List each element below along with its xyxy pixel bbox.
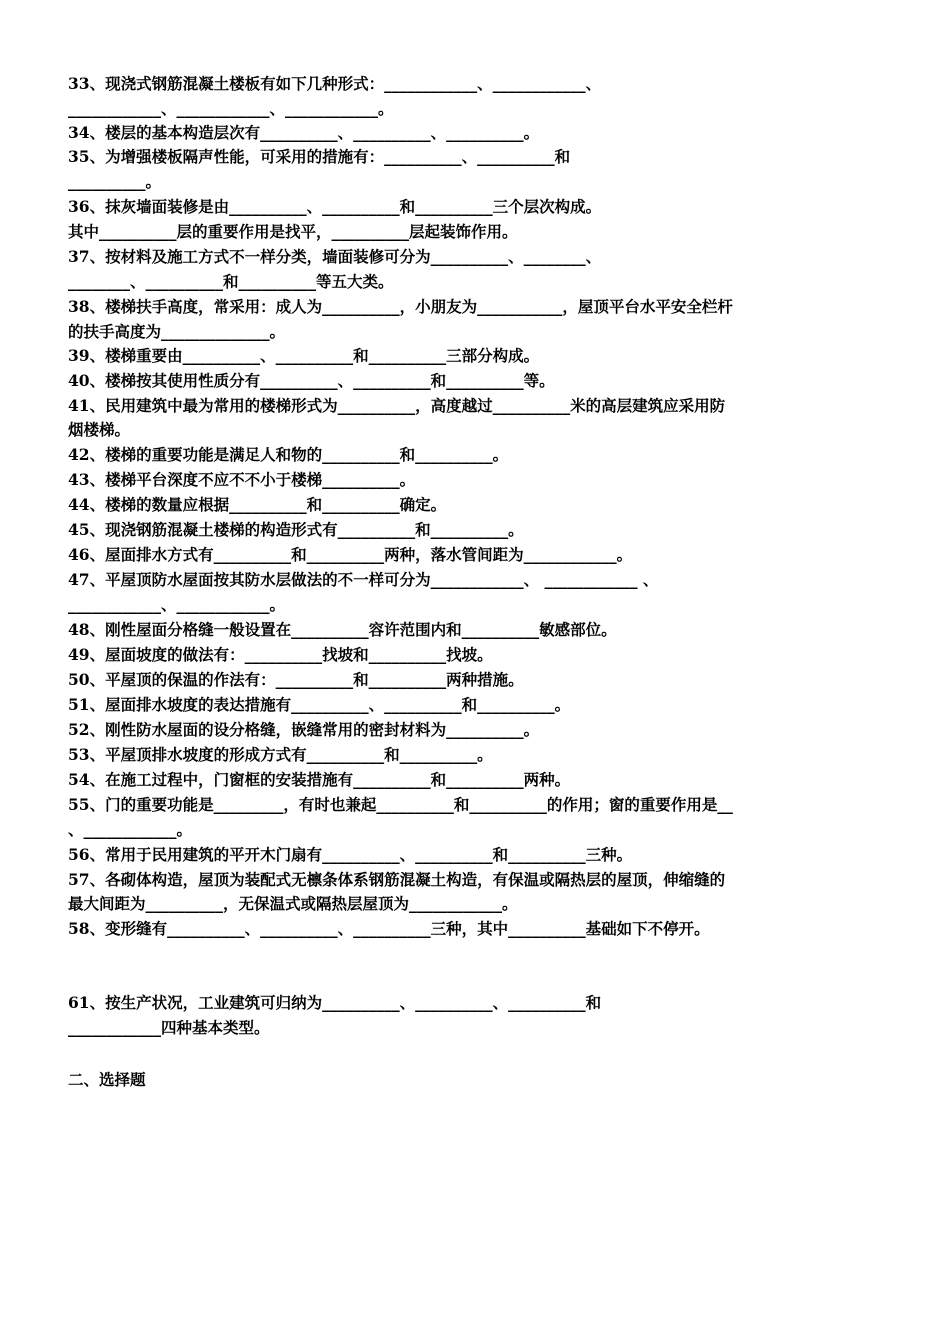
line-text: 47、平屋顶防水屋面按其防水层做法的不一样可分为____________、 ____________ 、: [68, 570, 659, 589]
line-text: 的扶手高度为______________。: [68, 322, 286, 341]
line-text: 39、楼梯重要由__________、__________和__________三部分构成。: [68, 346, 540, 365]
question-43: [68, 468, 888, 492]
question-52: [68, 718, 888, 742]
question-35-line-2: [68, 170, 888, 194]
question-47-line-1: [68, 568, 888, 592]
line-text: 52、刚性防水屋面的设分格缝，嵌缝常用的密封材料为__________。: [68, 720, 540, 739]
question-40: [68, 369, 888, 393]
question-36-line-2: [68, 220, 888, 244]
line-text: 42、楼梯的重要功能是满足人和物的__________和__________。: [68, 445, 509, 464]
question-38-line-1: [68, 295, 888, 319]
line-text: ________、__________和__________等五大类。: [68, 272, 394, 291]
question-61-line-2: [68, 1016, 888, 1040]
line-text: 38、楼梯扶手高度，常采用：成人为__________，小朋友为___________，屋顶平台水平安全栏杆: [68, 297, 733, 316]
line-text: 61、按生产状况，工业建筑可归纳为__________、__________、__________和: [68, 993, 602, 1012]
line-text: 46、屋面排水方式有__________和__________两种，落水管间距为____________。: [68, 545, 633, 564]
question-47-line-2: [68, 593, 888, 617]
question-55-line-2: [68, 818, 888, 842]
question-41-line-2: [68, 418, 888, 442]
question-46: [68, 543, 888, 567]
question-50: [68, 668, 888, 692]
line-text: 其中__________层的重要作用是找平，__________层起装饰作用。: [68, 222, 518, 241]
line-text: 44、楼梯的数量应根据__________和__________确定。: [68, 495, 447, 514]
line-text: 36、抹灰墙面装修是由__________、__________和__________三个层次构成。: [68, 197, 602, 216]
line-text: 57、各砌体构造，屋顶为装配式无檩条体系钢筋混凝土构造，有保温或隔热层的屋顶，伸缩缝的: [68, 870, 726, 889]
question-53: [68, 743, 888, 767]
line-text: 33、现浇式钢筋混凝土楼板有如下几种形式：____________、____________、: [68, 74, 602, 93]
line-text: 53、平屋顶排水坡度的形成方式有__________和__________。: [68, 745, 493, 764]
question-55-line-1: [68, 793, 888, 817]
line-text: 、____________。: [68, 820, 193, 839]
question-34: [68, 121, 888, 145]
line-text: ____________、____________、____________。: [68, 99, 394, 118]
question-51: [68, 693, 888, 717]
line-text: 55、门的重要功能是_________，有时也兼起__________和__________的作用；窗的重要作用是__: [68, 795, 733, 814]
question-41-line-1: [68, 394, 888, 418]
line-text: 40、楼梯按其使用性质分有__________、__________和__________等。: [68, 371, 555, 390]
question-61-line-1: [68, 991, 888, 1015]
question-42: [68, 443, 888, 467]
line-text: 45、现浇钢筋混凝土楼梯的构造形式有__________和__________。: [68, 520, 524, 539]
question-45: [68, 518, 888, 542]
line-text: ____________、____________。: [68, 595, 286, 614]
line-text: ____________四种基本类型。: [68, 1018, 270, 1037]
question-44: [68, 493, 888, 517]
line-text: 35、为增强楼板隔声性能，可采用的措施有：__________、__________和: [68, 147, 571, 166]
question-49: [68, 643, 888, 667]
line-text: 37、按材料及施工方式不一样分类，墙面装修可分为__________、________、: [68, 247, 602, 266]
line-text: __________。: [68, 172, 162, 191]
line-text: 50、平屋顶的保温的作法有：__________和__________两种措施。: [68, 670, 524, 689]
question-57-line-1: [68, 868, 888, 892]
question-36-line-1: [68, 195, 888, 219]
question-39: [68, 344, 888, 368]
line-text: 41、民用建筑中最为常用的楼梯形式为__________，高度越过__________米的高层建筑应采用防: [68, 396, 726, 415]
question-48: [68, 618, 888, 642]
question-54: [68, 768, 888, 792]
line-text: 49、屋面坡度的做法有：__________找坡和__________找坡。: [68, 645, 493, 664]
question-57-line-2: [68, 892, 888, 916]
line-text: 烟楼梯。: [68, 420, 131, 439]
section-heading: 二、选择题: [68, 1070, 146, 1089]
line-text: 43、楼梯平台深度不应不不小于楼梯__________。: [68, 470, 416, 489]
line-text: 最大间距为__________，无保温式或隔热层屋顶为____________。: [68, 894, 518, 913]
line-text: 34、楼层的基本构造层次有__________、__________、__________。: [68, 123, 540, 142]
question-38-line-2: [68, 320, 888, 344]
question-58: [68, 917, 888, 941]
line-text: 48、刚性屋面分格缝一般设置在__________容许范围内和__________敏感部位。: [68, 620, 617, 639]
question-37-line-1: [68, 245, 888, 269]
line-text: 54、在施工过程中，门窗框的安装措施有__________和__________两种。: [68, 770, 571, 789]
line-text: 56、常用于民用建筑的平开木门扇有__________、__________和__________三种。: [68, 845, 633, 864]
line-text: 58、变形缝有__________、__________、__________三种，其中__________基础如下不停开。: [68, 919, 710, 938]
question-35-line-1: [68, 145, 888, 169]
question-33-line-1: [68, 72, 888, 96]
question-37-line-2: [68, 270, 888, 294]
question-33-line-2: [68, 97, 888, 121]
question-56: [68, 843, 888, 867]
line-text: 51、屋面排水坡度的表达措施有__________、__________和__________。: [68, 695, 571, 714]
